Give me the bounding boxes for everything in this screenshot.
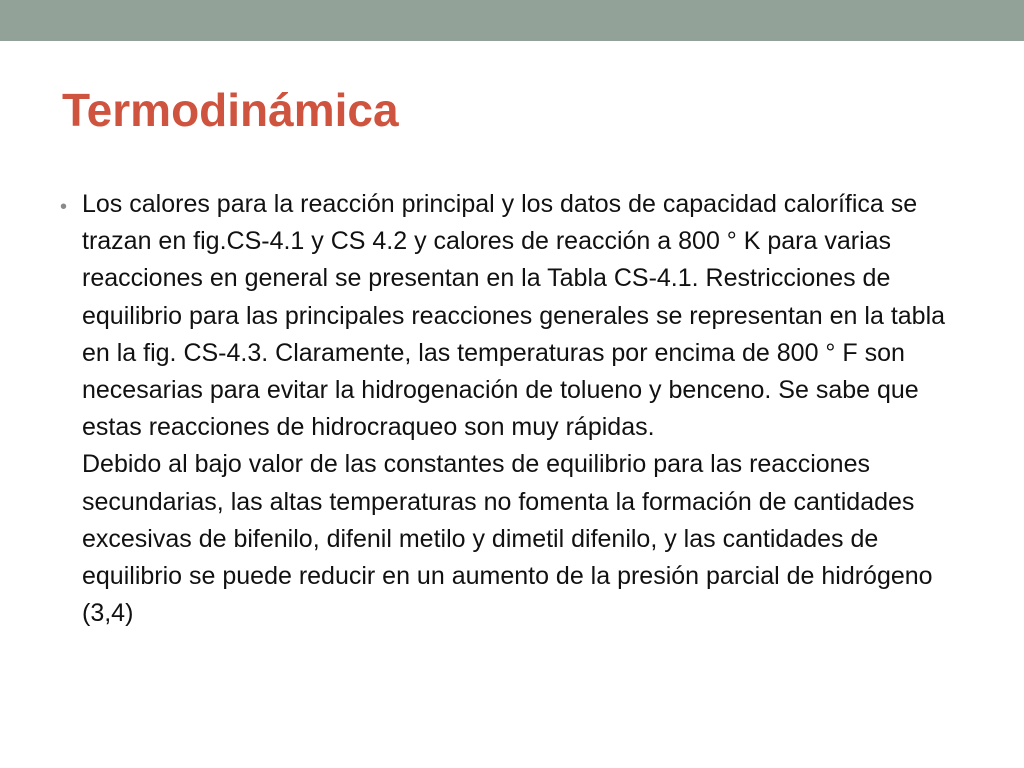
bullet-item xyxy=(60,186,965,632)
paragraph-equilibrium: Debido al bajo valor de las constantes de equilibrio para las reacciones secundarias, las altas temperaturas no fomenta la formación de cantidades excesivas de bifenilo, difenil metilo y dimetil difenilo, y las cantidades de equilibrio se puede reducir en un aumento de la presión parcial de hidrógeno (3,4) xyxy=(82,450,933,628)
slide-body xyxy=(60,186,965,632)
slide-title: Termodinámica xyxy=(62,84,399,136)
bullet-icon: • xyxy=(60,196,68,218)
top-accent-bar xyxy=(0,0,1024,41)
paragraph-heats: Los calores para la reacción principal y los datos de capacidad calorífica se trazan en fig.CS-4.1 y CS 4.2 y calores de reacción a 800 ° K para varias reacciones en general se presentan en la Tabla CS-4.1. Restricciones de equilibrio para las principales reacciones generales se representan en la tabla en la fig. CS-4.3. Claramente, las temperaturas por encima de 800 ° F son necesarias para evitar la hidrogenación de tolueno y benceno. Se sabe que estas reacciones de hidrocraqueo son muy rápidas. xyxy=(82,190,946,442)
